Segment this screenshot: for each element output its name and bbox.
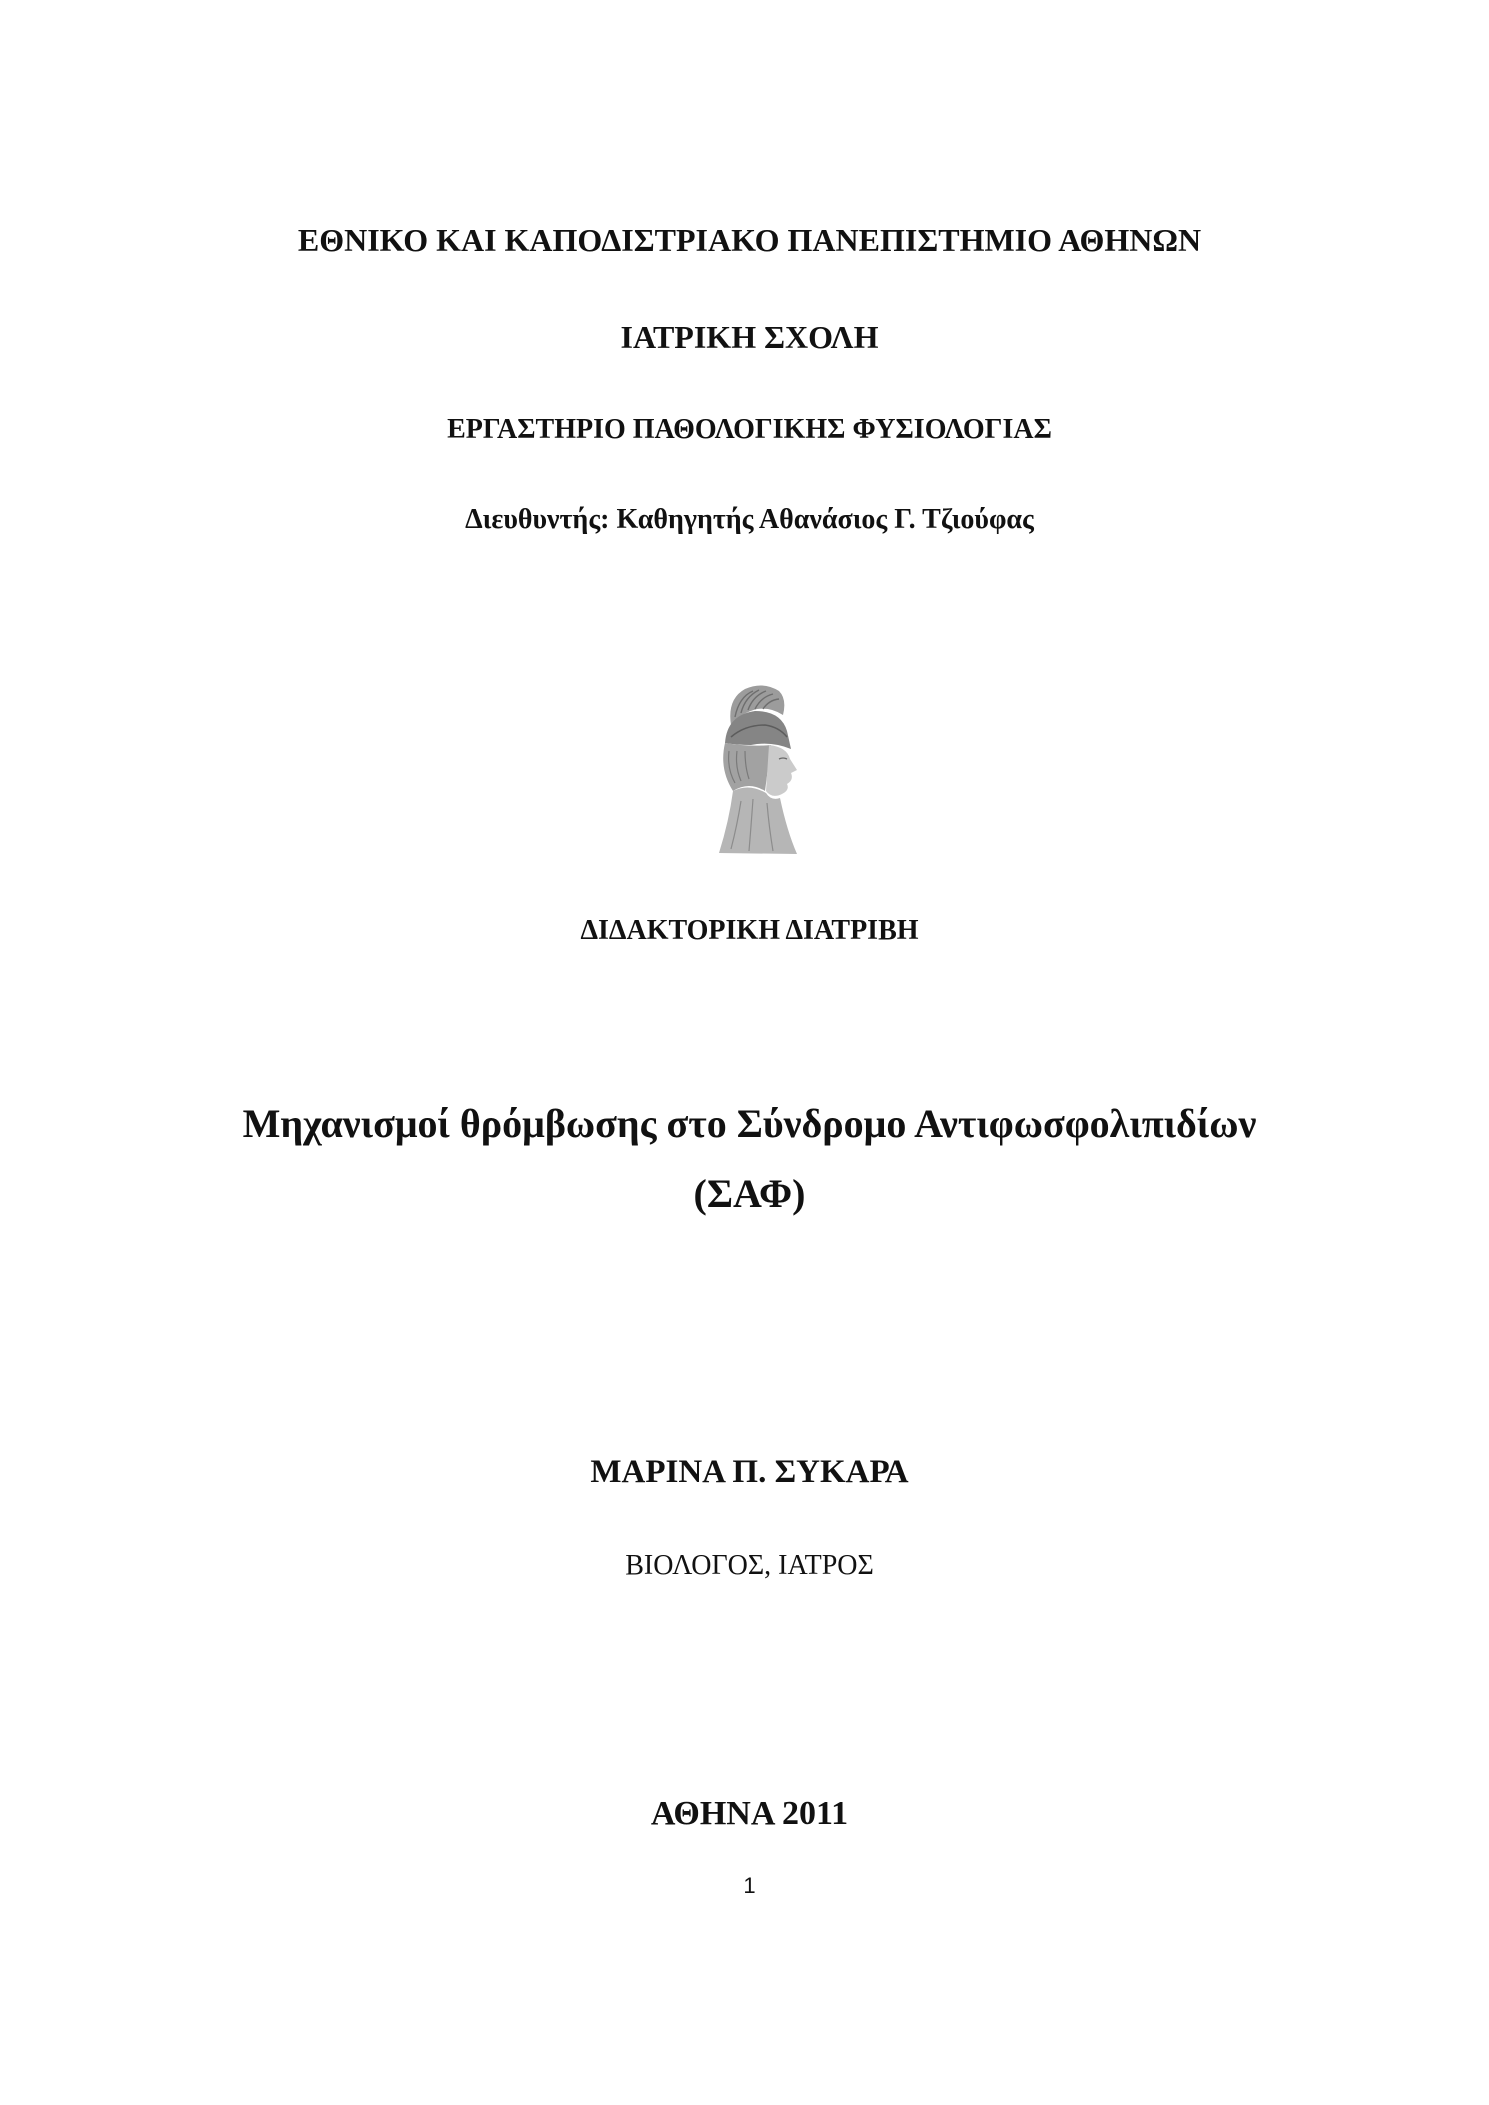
page-number: 1 bbox=[743, 1873, 756, 1898]
laboratory-name: ΕΡΓΑΣΤΗΡΙΟ ΠΑΘΟΛΟΓΙΚΗΣ ΦΥΣΙΟΛΟΓΙΑΣ bbox=[447, 414, 1052, 445]
document-type: ΔΙΔΑΚΤΟΡΙΚΗ ΔΙΑΤΡΙΒΗ bbox=[580, 915, 919, 946]
place-and-year: ΑΘΗΝΑ 2011 bbox=[650, 1795, 849, 1832]
thesis-title-line2: (ΣΑΦ) bbox=[693, 1171, 806, 1216]
thesis-title-line1: Μηχανισμοί θρόμβωσης στο Σύνδρομο Αντιφωσφολιπιδίων bbox=[242, 1101, 1257, 1146]
author-profession: ΒΙΟΛΟΓΟΣ, ΙΑΤΡΟΣ bbox=[625, 1550, 874, 1581]
school-name: ΙΑΤΡΙΚΗ ΣΧΟΛΗ bbox=[620, 319, 879, 355]
director-line: Διευθυντής: Καθηγητής Αθανάσιος Γ. Τζιούφας bbox=[465, 504, 1034, 535]
author-name: ΜΑΡΙΝΑ Π. ΣΥΚΑΡΑ bbox=[590, 1454, 909, 1490]
athena-head-emblem-icon bbox=[701, 681, 806, 856]
university-name: ΕΘΝΙΚΟ ΚΑΙ ΚΑΠΟΔΙΣΤΡΙΑΚΟ ΠΑΝΕΠΙΣΤΗΜΙΟ ΑΘΗΝΩΝ bbox=[297, 222, 1202, 258]
